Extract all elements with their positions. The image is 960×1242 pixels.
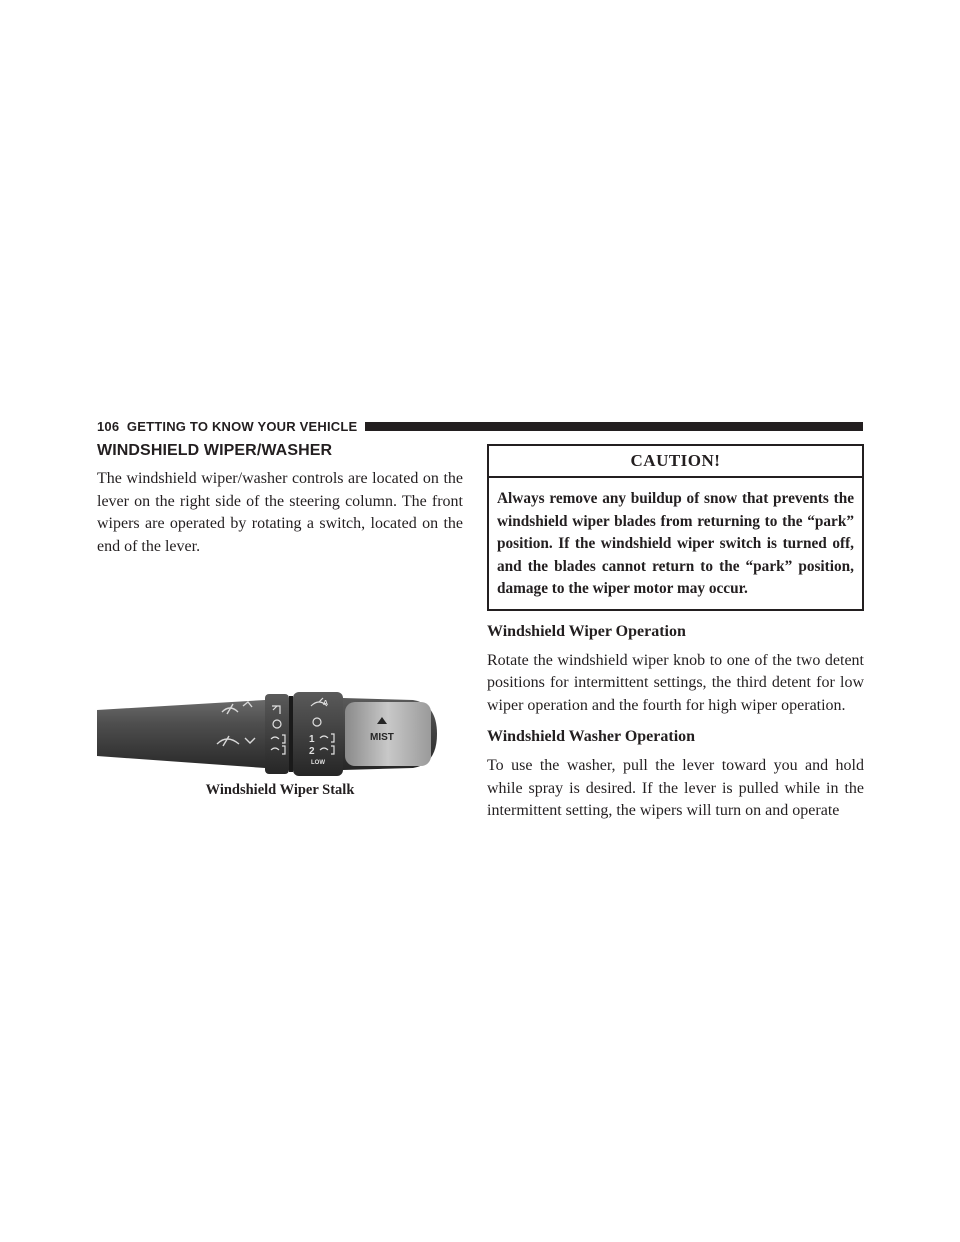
low-label: LOW	[311, 760, 325, 766]
right-column	[487, 444, 864, 834]
section-name: GETTING TO KNOW YOUR VEHICLE	[126, 418, 358, 434]
caution-box	[487, 444, 864, 611]
wiper-stalk-illustration	[97, 578, 463, 778]
auto-label: A	[323, 700, 329, 707]
section-title: WINDSHIELD WIPER/WASHER	[97, 442, 333, 459]
caution-text: Always remove any buildup of snow that prevents the windshield wiper blades from returning to the “park” position. If the windshield wiper switch is turned off, and the blades cannot return to the “park” position, damage to the wiper motor may occur.	[497, 490, 854, 597]
header-rule	[365, 422, 863, 431]
washer-operation-title: Windshield Washer Operation	[487, 728, 696, 745]
wiper-operation-title: Windshield Wiper Operation	[487, 622, 686, 640]
figure-caption: Windshield Wiper Stalk	[205, 782, 355, 798]
left-column	[97, 442, 463, 799]
page-header	[97, 418, 863, 434]
header-text	[97, 419, 357, 434]
page-number: 106	[97, 418, 120, 434]
wiper-operation-text: Rotate the windshield wiper knob to one of the two detent positions for intermittent settings, the third detent for low wiper operation and the fourth for high wiper operation.	[487, 651, 864, 714]
speed-2-label: 2	[309, 746, 315, 757]
lever-body	[97, 700, 265, 768]
speed-1-label: 1	[309, 734, 315, 745]
caution-title: CAUTION!	[489, 446, 862, 478]
wiper-stalk-figure	[97, 578, 463, 778]
washer-operation-text: To use the washer, pull the lever toward you and hold while spray is desired. If the lever is pulled while in the intermittent setting, the wipers will turn on and operate	[487, 757, 864, 819]
intro-paragraph: The windshield wiper/washer controls are located on the lever on the right side of the steering column. The front wipers are operated by rotating a switch, located on the end of the lever.	[97, 470, 463, 555]
mist-label: MIST	[370, 732, 394, 743]
